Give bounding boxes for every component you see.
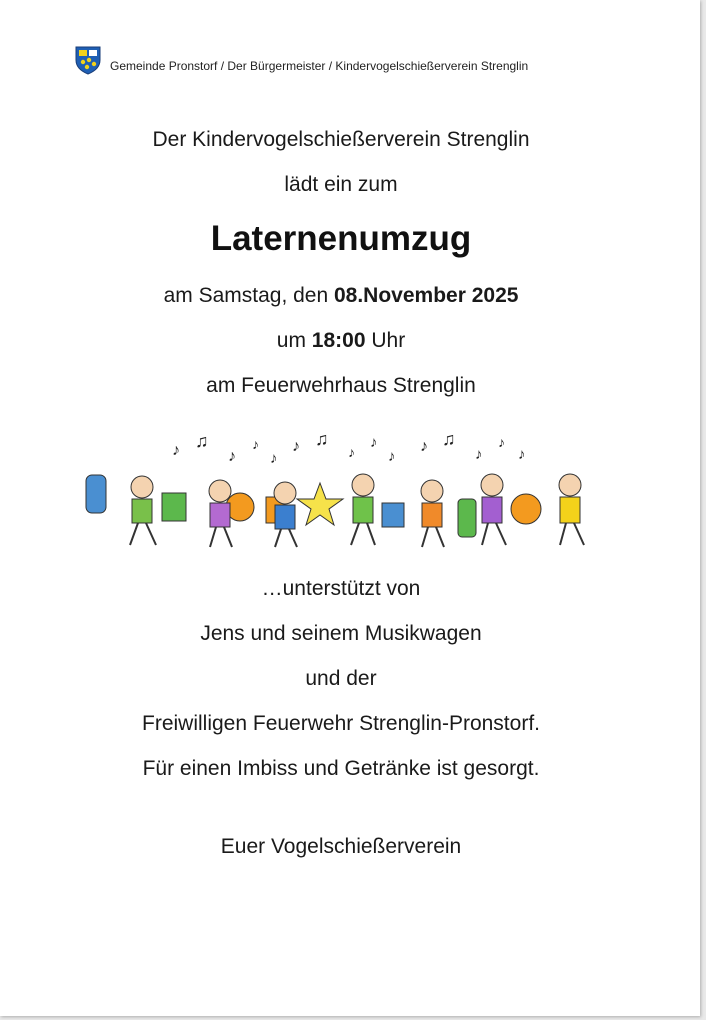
svg-text:♪: ♪ [252, 436, 259, 452]
svg-text:♪: ♪ [172, 442, 180, 459]
event-date: 08.November 2025 [333, 284, 519, 307]
svg-text:♫: ♫ [442, 429, 456, 449]
letterhead-text: Gemeinde Pronstorf / Der Bürgermeister / Kindervogelschießerverein Strenglin [110, 59, 529, 73]
music-notes-icon [172, 429, 526, 467]
svg-text:♪: ♪ [475, 446, 483, 463]
support-line-4: Für einen Imbiss und Getränke ist gesorgt. [142, 757, 540, 780]
svg-text:♪: ♪ [292, 438, 300, 455]
time-prefix: um [276, 329, 312, 352]
location-line: am Feuerwehrhaus Strenglin [206, 374, 476, 397]
event-time: 18:00 [311, 329, 366, 352]
invite-line: lädt ein zum [284, 173, 398, 196]
date-prefix: am Samstag, den [163, 284, 334, 307]
svg-text:♪: ♪ [270, 450, 278, 467]
support-line-1: Jens und seinem Musikwagen [200, 622, 482, 645]
signature: Euer Vogelschießerverein [220, 835, 462, 858]
support-line-3: Freiwilligen Feuerwehr Strenglin-Pronstorf. [142, 712, 540, 735]
lantern-parade-illustration [80, 425, 605, 555]
svg-text:♪: ♪ [370, 434, 378, 451]
svg-text:♪: ♪ [348, 444, 355, 460]
support-line-2: und der [305, 667, 377, 690]
svg-text:♪: ♪ [518, 446, 526, 463]
coat-of-arms-icon [74, 45, 102, 75]
svg-text:♫: ♫ [315, 429, 329, 449]
event-title: Laternenumzug [210, 219, 472, 258]
svg-text:♫: ♫ [195, 431, 209, 451]
svg-text:♪: ♪ [388, 448, 396, 465]
svg-text:♪: ♪ [498, 434, 505, 450]
time-suffix: Uhr [365, 329, 406, 352]
letterhead [74, 45, 528, 75]
svg-text:♪: ♪ [420, 438, 428, 455]
support-intro: …unterstützt von [261, 577, 421, 600]
svg-text:♪: ♪ [228, 448, 236, 465]
date-line [0, 284, 682, 308]
time-line [0, 329, 682, 353]
host-line: Der Kindervogelschießerverein Strenglin [152, 128, 530, 151]
